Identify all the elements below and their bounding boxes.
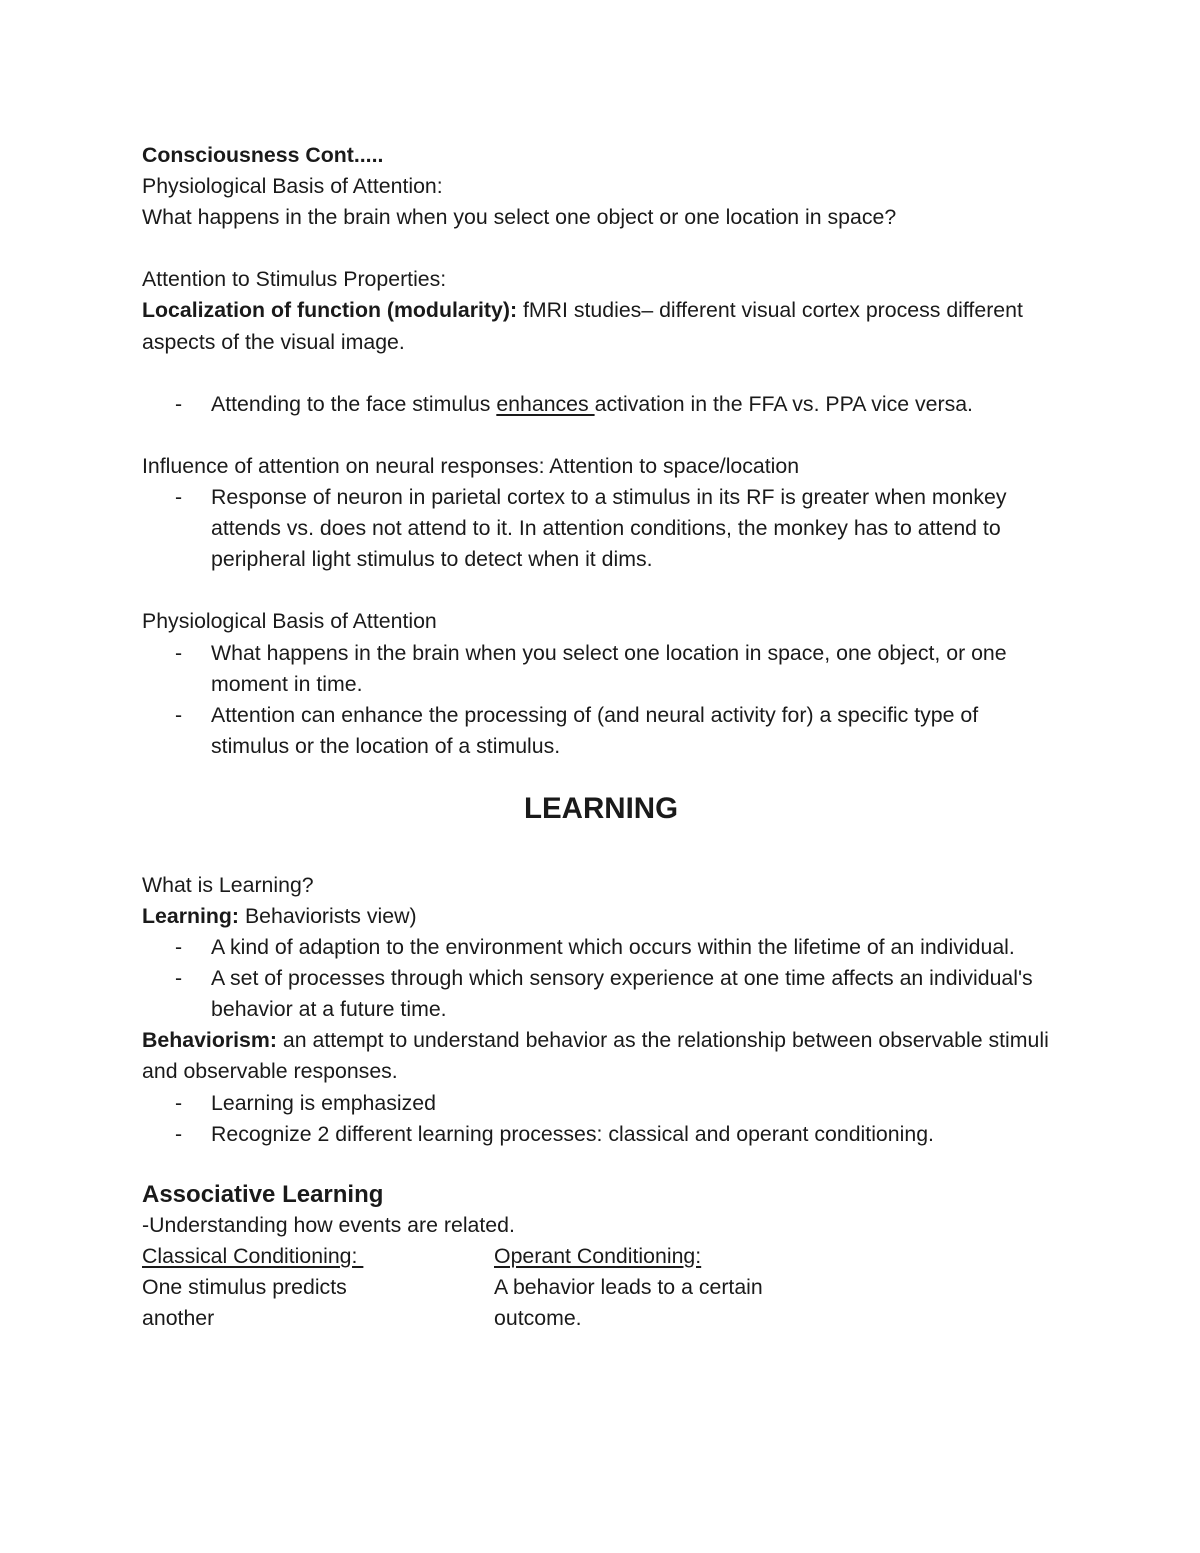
list-item: - A kind of adaption to the environment which occurs within the lifetime of an individual. [211,932,1062,963]
spacer [142,827,1062,870]
classical-title: Classical Conditioning: [142,1243,364,1268]
list-item: - Learning is emphasized [211,1088,1062,1119]
behaviorism-list [142,1088,1062,1150]
learning-definition [142,901,1062,932]
operant-title: Operant Conditioning: [494,1243,702,1268]
list-item: - Attention can enhance the processing of (and neural activity for) a specific type of stimulus or the location of a stimulus. [211,700,1062,762]
physio2-list [142,638,1062,762]
conditioning-columns [142,1241,1062,1334]
localization-paragraph [142,295,1062,357]
physio-title: Physiological Basis of Attention: [142,174,443,199]
localization-text: fMRI studies– different visual cortex process different aspects of the visual image. [142,298,1023,354]
face-bullet-underlined: enhances [496,391,595,416]
classical-text: One stimulus predicts another [142,1274,347,1330]
associative-title: Associative Learning [142,1180,384,1208]
spacer [142,233,1062,264]
learning-text: Behaviorists view) [239,903,417,928]
list-item [211,389,1062,420]
list-item: - What happens in the brain when you select one location in space, one object, or one moment in time. [211,638,1062,700]
document-body [142,140,1062,1334]
attention-props-title: Attention to Stimulus Properties: [142,267,447,292]
page-heading: Consciousness Cont..... [142,143,384,167]
face-bullet-before: Attending to the face stimulus [211,391,497,416]
behaviorism-paragraph [142,1025,1062,1087]
operant-column [494,1241,814,1334]
learning-title: LEARNING [523,791,679,825]
list-item: - A set of processes through which sensory experience at one time affects an individual's behavior at a future time. [211,963,1062,1025]
list-item: - Recognize 2 different learning processes: classical and operant conditioning. [211,1119,1062,1150]
list-item: - Response of neuron in parietal cortex to a stimulus in its RF is greater when monkey attends vs. does not attend to it. In attention conditions, the monkey has to attend to peripheral light stimulus to detect when it dims. [211,482,1062,575]
classical-column [142,1241,494,1334]
behaviorism-text: an attempt to understand behavior as the relationship between observable stimuli and observable responses. [142,1028,1049,1084]
spacer [142,358,1062,389]
physio2-title: Physiological Basis of Attention [142,609,437,634]
influence-title: Influence of attention on neural responses: Attention to space/location [142,453,800,478]
learning-term: Learning: [142,903,240,928]
spacer [142,420,1062,451]
what-is-learning: What is Learning? [142,872,314,897]
learning-list [142,932,1062,1025]
behaviorism-term: Behaviorism: [142,1028,277,1053]
operant-text: A behavior leads to a certain outcome. [494,1274,763,1330]
spacer [142,575,1062,606]
face-bullet-list [142,389,1062,420]
associative-intro: -Understanding how events are related. [142,1212,515,1237]
face-bullet-after: activation in the FFA vs. PPA vice versa. [594,391,973,416]
influence-list [142,482,1062,575]
brain-question: What happens in the brain when you select one object or one location in space? [142,205,897,230]
localization-term: Localization of function (modularity): [142,298,518,323]
